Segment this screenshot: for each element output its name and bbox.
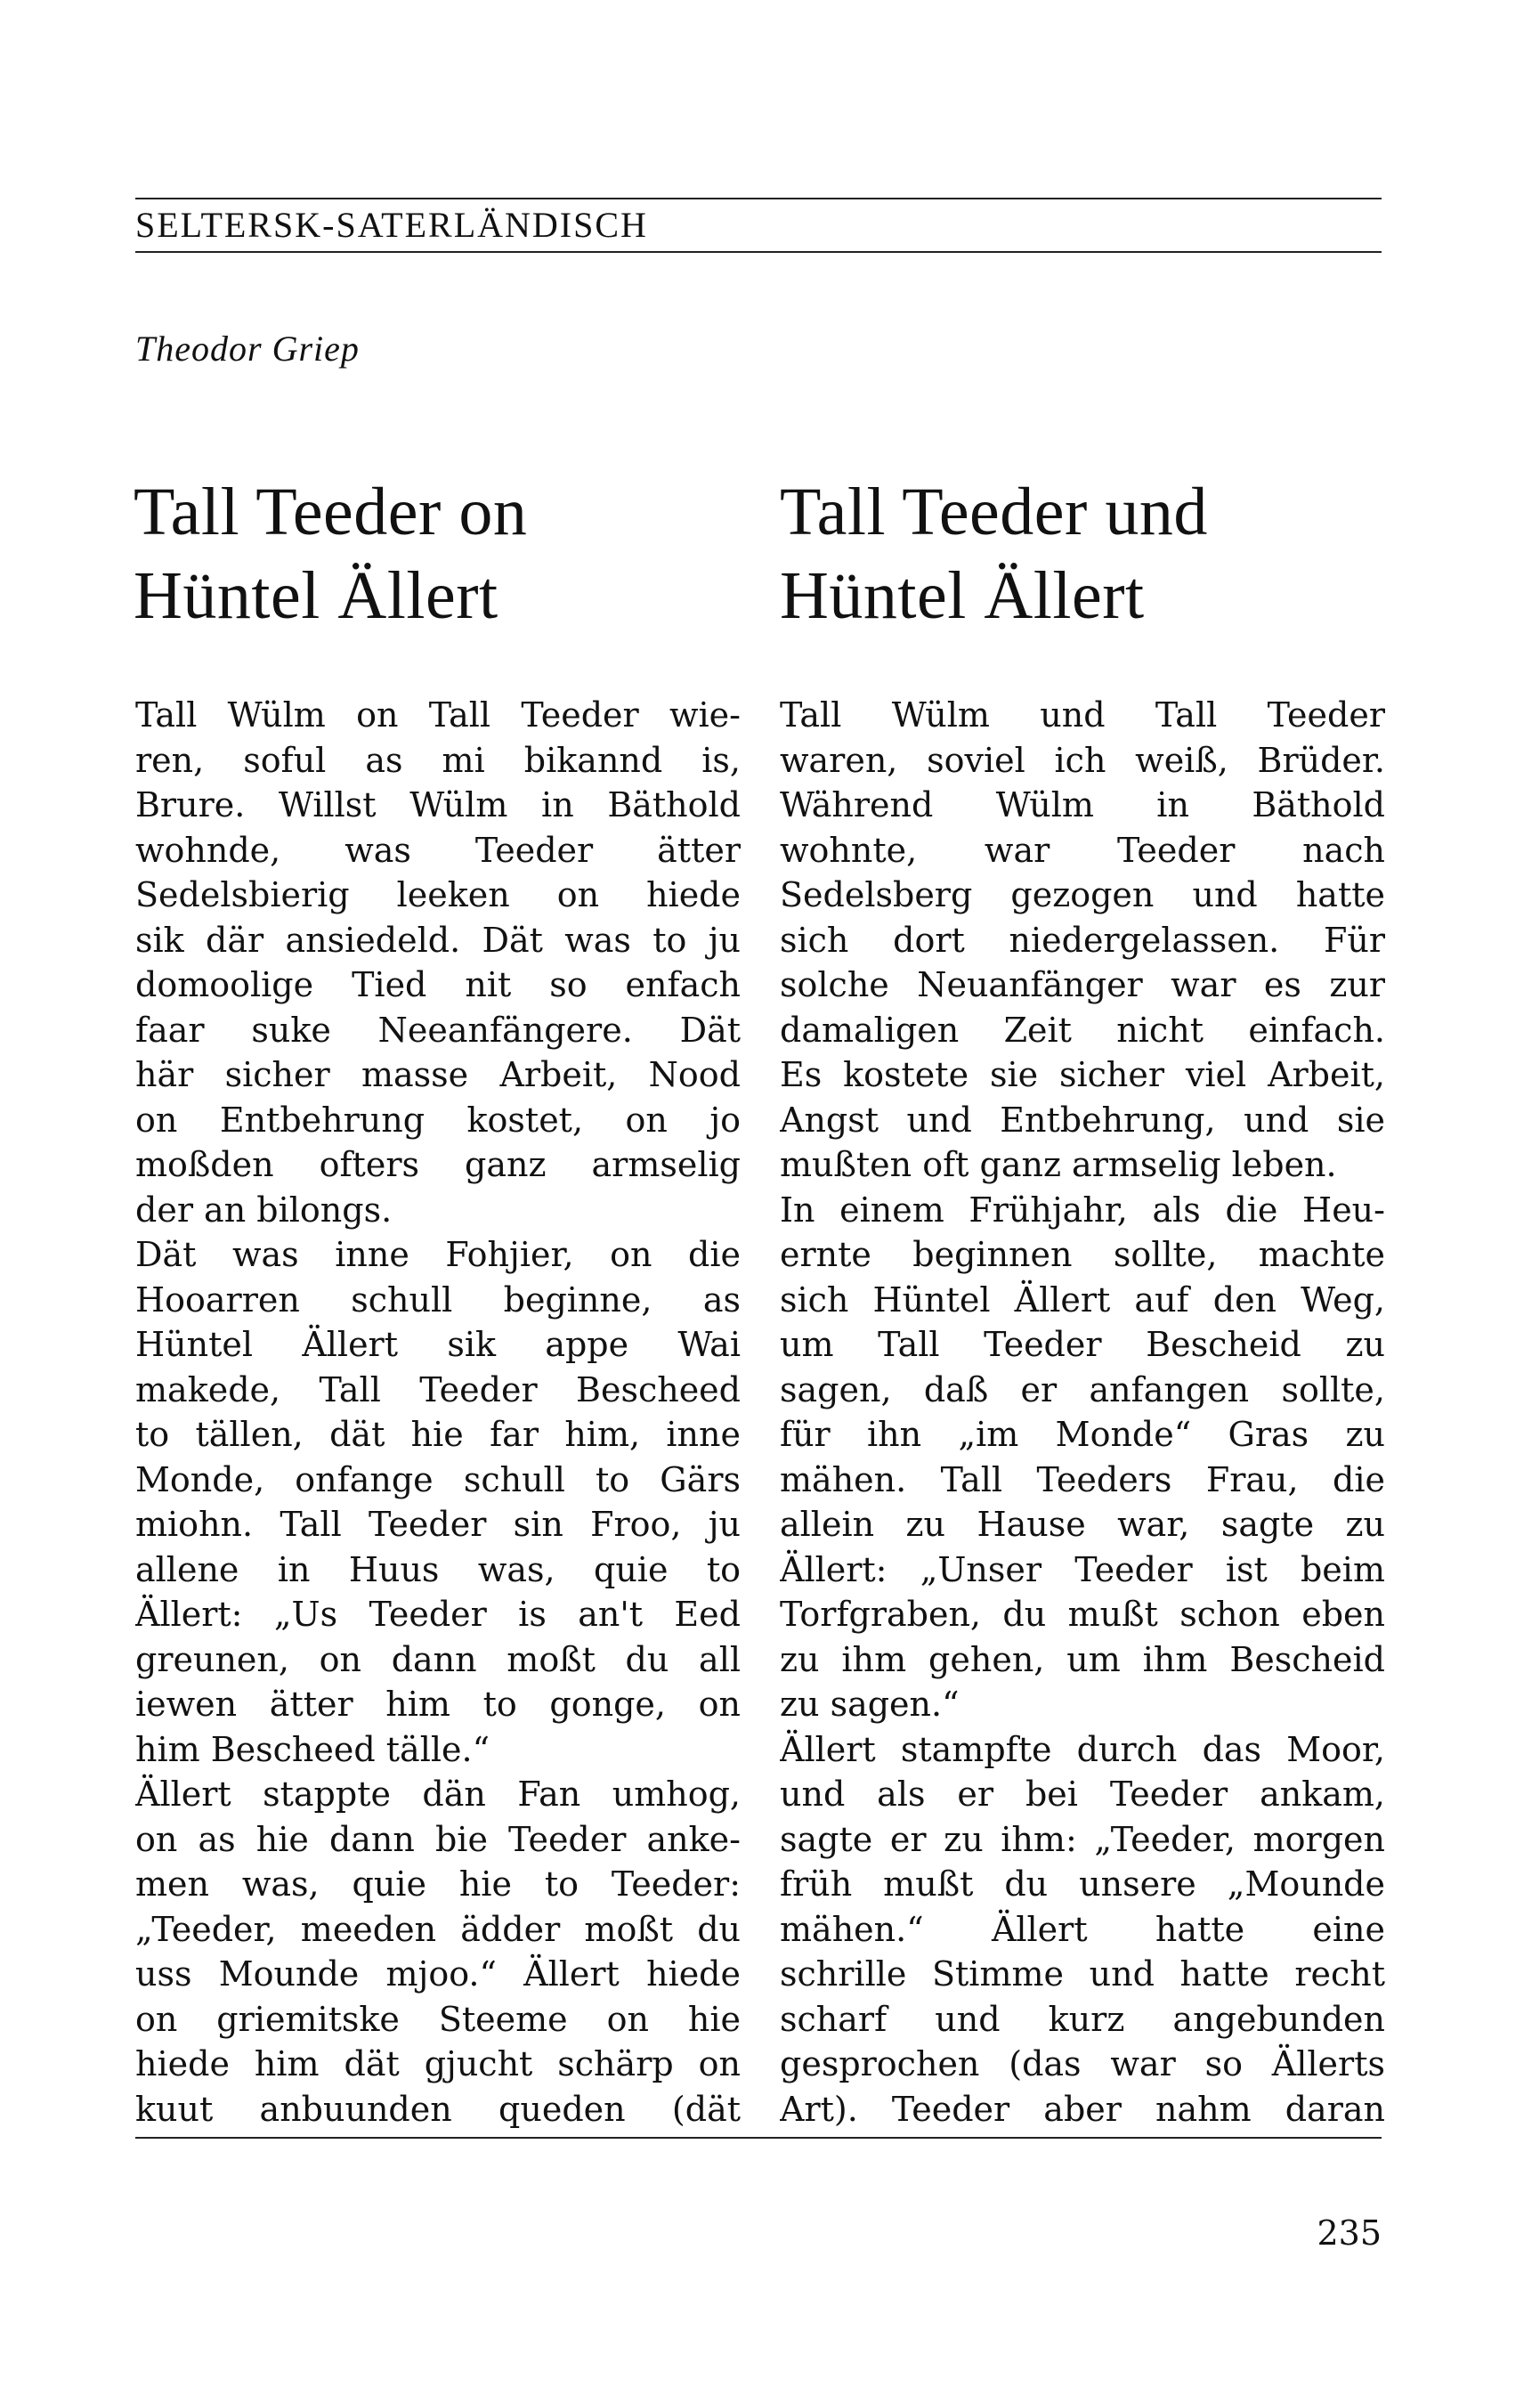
text-line: Art). Teeder aber nahm daran — [780, 2089, 1385, 2129]
text-line: mußten oft ganz armselig leben. — [780, 1145, 1337, 1184]
text-line: mähen. Tall Teeders Frau, die — [780, 1459, 1385, 1499]
text-line: uss Mounde mjoo.“ Ällert hiede — [135, 1954, 741, 1994]
text-line: sagte er zu ihm: „Teeder, morgen — [780, 1819, 1385, 1859]
text-line: um Tall Teeder Bescheid zu — [780, 1325, 1385, 1364]
text-line: Während Wülm in Bäthold — [780, 785, 1385, 824]
text-line: solche Neuanfänger war es zur — [780, 965, 1385, 1004]
text-line: men was, quie hie to Teeder: — [135, 1864, 741, 1904]
text-line: Hooarren schull beginne, as — [135, 1279, 741, 1320]
header-rule-top — [135, 198, 1382, 199]
text-line: waren, soviel ich weiß, Brüder. — [780, 740, 1385, 780]
header-rule-bottom — [135, 251, 1382, 253]
text-line: iewen ätter him to gonge, on — [135, 1685, 741, 1724]
text-line: him Bescheed tälle.“ — [135, 1729, 490, 1769]
text-line: damaligen Zeit nicht einfach. — [780, 1010, 1385, 1050]
text-line: „Teeder, meeden ädder moßt du — [135, 1909, 741, 1949]
text-line: ernte beginnen sollte, machte — [780, 1235, 1385, 1274]
text-line: miohn. Tall Teeder sin Froo, ju — [135, 1505, 741, 1544]
text-line: Brure. Willst Wülm in Bäthold — [135, 785, 741, 824]
text-line: allein zu Hause war, sagte zu — [780, 1505, 1385, 1544]
text-line: on griemitske Steeme on hie — [135, 1999, 741, 2039]
text-line: Sedelsberg gezogen und hatte — [780, 875, 1385, 914]
text-line: sich Hüntel Ällert auf den Weg, — [780, 1279, 1385, 1320]
text-line: Ällert: „Us Teeder is an't Eed — [135, 1595, 741, 1634]
page-number: 235 — [1317, 2213, 1382, 2253]
text-line: scharf und kurz angebunden — [780, 1999, 1385, 2039]
text-line: on as hie dann bie Teeder anke- — [135, 1819, 741, 1859]
text-line: domoolige Tied nit so enfach — [135, 965, 741, 1004]
text-line: früh mußt du unsere „Mounde — [780, 1864, 1385, 1904]
text-line: gesprochen (das war so Ällerts — [780, 2044, 1385, 2083]
text-line: moßden ofters ganz armselig — [135, 1145, 741, 1184]
text-line: wohnde, was Teeder ätter — [135, 830, 741, 870]
text-line: greunen, on dann moßt du all — [135, 1639, 741, 1679]
text-line: här sicher masse Arbeit, Nood — [135, 1055, 741, 1094]
text-line: schrille Stimme und hatte recht — [780, 1954, 1385, 1994]
text-line: In einem Frühjahr, als die Heu- — [780, 1190, 1385, 1230]
text-line: sich dort niedergelassen. Für — [780, 920, 1385, 960]
text-line: Monde, onfange schull to Gärs — [135, 1459, 741, 1499]
text-line: Tall Wülm und Tall Teeder — [780, 695, 1385, 735]
right-column — [780, 693, 1385, 2132]
section-header: SELTERSK-SATERLÄNDISCH — [135, 205, 648, 245]
text-line: on Entbehrung kostet, on jo — [135, 1100, 741, 1140]
right-title: Tall Teeder und Hüntel Ällert — [780, 475, 1208, 633]
left-title: Tall Teeder on Hüntel Ällert — [134, 475, 528, 633]
text-line: Es kostete sie sicher viel Arbeit, — [780, 1055, 1385, 1094]
author: Theodor Griep — [135, 329, 360, 369]
text-line: hiede him dät gjucht schärp on — [135, 2044, 741, 2083]
text-line: Dät was inne Fohjier, on die — [135, 1235, 741, 1274]
text-line: mähen.“ Ällert hatte eine — [780, 1909, 1385, 1949]
text-line: der an bilongs. — [135, 1190, 393, 1230]
text-line: zu ihm gehen, um ihm Bescheid — [780, 1639, 1385, 1679]
left-column — [135, 693, 741, 2132]
text-line: kuut anbuunden queden (dät — [135, 2089, 741, 2129]
text-line: zu sagen.“ — [780, 1685, 960, 1724]
text-line: Hüntel Ällert sik appe Wai — [135, 1325, 741, 1364]
text-line: Angst und Entbehrung, und sie — [780, 1100, 1385, 1140]
text-line: Torfgraben, du mußt schon eben — [780, 1595, 1385, 1634]
text-line: und als er bei Teeder ankam, — [780, 1775, 1385, 1814]
text-line: faar suke Neeanfängere. Dät — [135, 1010, 741, 1050]
text-line: sagen, daß er anfangen sollte, — [780, 1369, 1385, 1409]
text-line: allene in Huus was, quie to — [135, 1549, 741, 1589]
text-line: wohnte, war Teeder nach — [780, 830, 1385, 870]
text-line: für ihn „im Monde“ Gras zu — [780, 1415, 1385, 1454]
text-line: makede, Tall Teeder Bescheed — [135, 1369, 741, 1409]
text-line: Ällert stappte dän Fan umhog, — [135, 1775, 741, 1814]
text-line: Ällert: „Unser Teeder ist beim — [780, 1549, 1385, 1589]
text-line: Sedelsbierig leeken on hiede — [135, 875, 741, 914]
bottom-rule — [135, 2137, 1382, 2139]
text-line: Ällert stampfte durch das Moor, — [780, 1729, 1385, 1769]
text-line: ren, soful as mi bikannd is, — [135, 740, 741, 780]
text-line: Tall Wülm on Tall Teeder wie- — [135, 695, 741, 735]
text-line: sik där ansiedeld. Dät was to ju — [135, 920, 741, 960]
text-line: to tällen, dät hie far him, inne — [135, 1415, 741, 1454]
